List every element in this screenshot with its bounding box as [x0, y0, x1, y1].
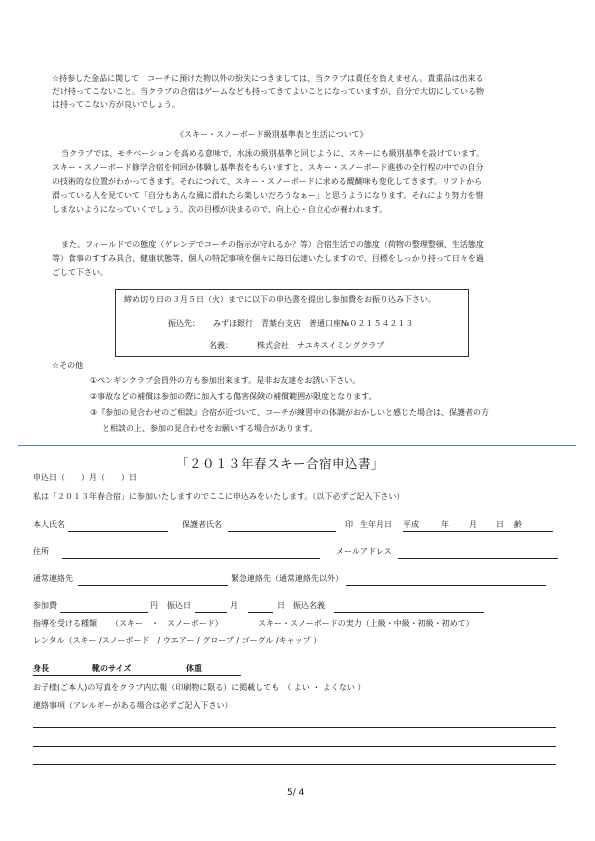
transfer-name-label: 振込名義	[293, 601, 325, 610]
life-line-1: また、フィールドでの態度（ゲレンデでコーチの指示が守れるか？等）合宿生活での態度（荷物の整理整頓、生活態度	[61, 240, 484, 249]
fee-field[interactable]	[60, 612, 148, 613]
birthdate-field[interactable]	[403, 531, 553, 532]
seal-mark: 印	[345, 520, 353, 529]
deadline-text: 締め切り日の３月５日（火）までに以下の申込書を提出し参加費をお振り込み下さい。	[124, 295, 436, 304]
life-line-3: ごして下さい。	[52, 268, 108, 277]
guardian-field[interactable]	[228, 531, 336, 532]
other-item-2: ②事故などの補償は参加の際に加入する傷害保険の補償範囲が限度となります。	[90, 392, 377, 401]
guardian-label: 保護者氏名	[182, 520, 222, 529]
address-field[interactable]	[62, 558, 320, 559]
section-divider	[18, 445, 576, 446]
weight-label: 体重	[186, 664, 202, 673]
shoe-size-label: 靴のサイズ	[92, 664, 132, 673]
course-options[interactable]: （スキー ・ スノーボード）	[111, 619, 223, 628]
rank-line-2: スキー・スノーボード修学合宿を何回か体験し基準表をもらいますと、スキー・スノーボード進捗の全行程の中での自分	[52, 163, 484, 172]
emergency-contact-field[interactable]	[346, 585, 546, 586]
transfer-day-label: 日	[277, 601, 285, 610]
contact-field[interactable]	[78, 585, 228, 586]
other-item-3: ③『参加の見合わせのご相談』合宿が近づいて、コーチが練習中の体調がおかしいと感じた場合は、保護者の方	[90, 408, 490, 417]
transfer-day-field[interactable]	[248, 612, 273, 613]
birth-day-label: 日	[496, 520, 504, 529]
contact-label: 通常連絡先	[33, 574, 73, 583]
transfer-month-label: 月	[230, 601, 238, 610]
name-label: 本人氏名	[33, 520, 65, 529]
other-item-1: ①ペンギンクラブ会員外の方も参加出来ます。是非お友達をお誘い下さい。	[90, 376, 361, 385]
fee-label: 参加費	[33, 601, 57, 610]
life-line-2: 等）食事のすすみ具合、健康状態等、個人の特記事項を個々に毎日伝達いたしますので、目標をしっかり持って日々を過	[52, 254, 484, 263]
notes-label: 連絡事項（アレルギーがある場合は必ずご記入下さい）	[33, 701, 233, 710]
deadline-box	[115, 289, 469, 357]
body-size-field[interactable]	[33, 675, 241, 676]
rank-line-4: 滑っている人を見ていて「自分もあんな風に滑れたら楽しいだろうなぁー」と思うようになります。それにより努力を惜	[52, 191, 484, 200]
age-label: 齢	[514, 520, 522, 529]
heisei-label: 平成	[403, 520, 419, 529]
rank-paragraph	[52, 147, 560, 217]
transfer-name-field[interactable]	[334, 612, 484, 613]
birth-year-label: 年	[441, 520, 449, 529]
account-name-value: 株式会社 ナユキスイミングクラブ	[257, 341, 385, 350]
course-label: 指導を受ける種類	[33, 619, 97, 628]
transfer-month-field[interactable]	[195, 612, 227, 613]
transfer-date-label: 振込日	[167, 601, 191, 610]
rank-line-3: の技術的な位置がわかってきます。それにつれて、スキー・スノーボードに求める醍醐味も変化してきます。リフトから	[52, 177, 483, 186]
bank-label: 振込先：	[168, 319, 200, 328]
valuables-line-3: は持ってこない方が良いでしょう。	[52, 100, 180, 109]
name-field[interactable]	[68, 531, 168, 532]
birth-month-label: 月	[469, 520, 477, 529]
valuables-line-2: だけ持ってこないこと。当クラブの合宿はゲームなども持ってきてよいことになっていますが、自分で大切にしている物	[52, 87, 484, 96]
address-label: 住所	[33, 547, 49, 556]
rank-line-5: しまないようになっていくでしょう。次の目標が決まるので、向上心・自立心が養われます。	[52, 205, 388, 214]
account-name-label: 名義：	[209, 341, 233, 350]
height-label: 身長	[33, 664, 49, 673]
valuables-line-1: ☆持参した金品に関して コーチに預けた物以外の紛失につきましては、当クラブは責任を負えません。貴重品は出来る	[52, 74, 484, 83]
valuables-notice	[52, 72, 560, 111]
birthdate-label: 生年月日	[360, 520, 392, 529]
life-paragraph	[52, 238, 560, 280]
other-heading: ☆その他	[52, 361, 84, 370]
notes-line-3[interactable]	[33, 764, 556, 765]
email-field[interactable]	[398, 558, 558, 559]
skill-level[interactable]: スキー・スノーボードの実力（上級・中級・初級・初めて）	[258, 619, 474, 628]
bank-value: みずほ銀行 青葉台支店 普通口座№０２１５４２１３	[213, 319, 414, 328]
notes-line-2[interactable]	[33, 746, 556, 747]
application-date[interactable]: 申込日（ ）月（ ）日	[33, 473, 137, 482]
section-heading: 《スキー・スノーボード級別基準表と生活について》	[176, 130, 368, 139]
email-label: メールアドレス	[336, 547, 392, 556]
rental-options[interactable]: レンタル（スキー /スノーボード / ウエアー / グローブ / ゴーグル /キャップ ）	[33, 636, 322, 645]
emergency-contact-label: 緊急連絡先（通常連絡先以外）	[231, 574, 343, 583]
other-item-3-cont: と相談の上、参加の見合わせをお願いする場合があります。	[102, 424, 318, 433]
photo-consent[interactable]: お子様(ご本人)の写真をクラブ内広報（印刷物に限る）に掲載しても （ よい ・ よくない ）	[33, 683, 366, 692]
notes-line-1[interactable]	[33, 727, 556, 728]
rank-line-1: 当クラブでは、モチベーションを高める意味で、水泳の級別基準と同じように、スキーにも級別基準を設けています。	[61, 149, 485, 158]
page-number: 5/ 4	[287, 788, 305, 798]
yen-label: 円	[150, 601, 158, 610]
form-intro: 私は「２０１３年春合宿」に参加いたしますのでここに申込みをいたします。（以下必ずご記入下さい）	[33, 492, 405, 501]
form-title: 「２０１３年春スキー合宿申込書」	[176, 456, 385, 471]
